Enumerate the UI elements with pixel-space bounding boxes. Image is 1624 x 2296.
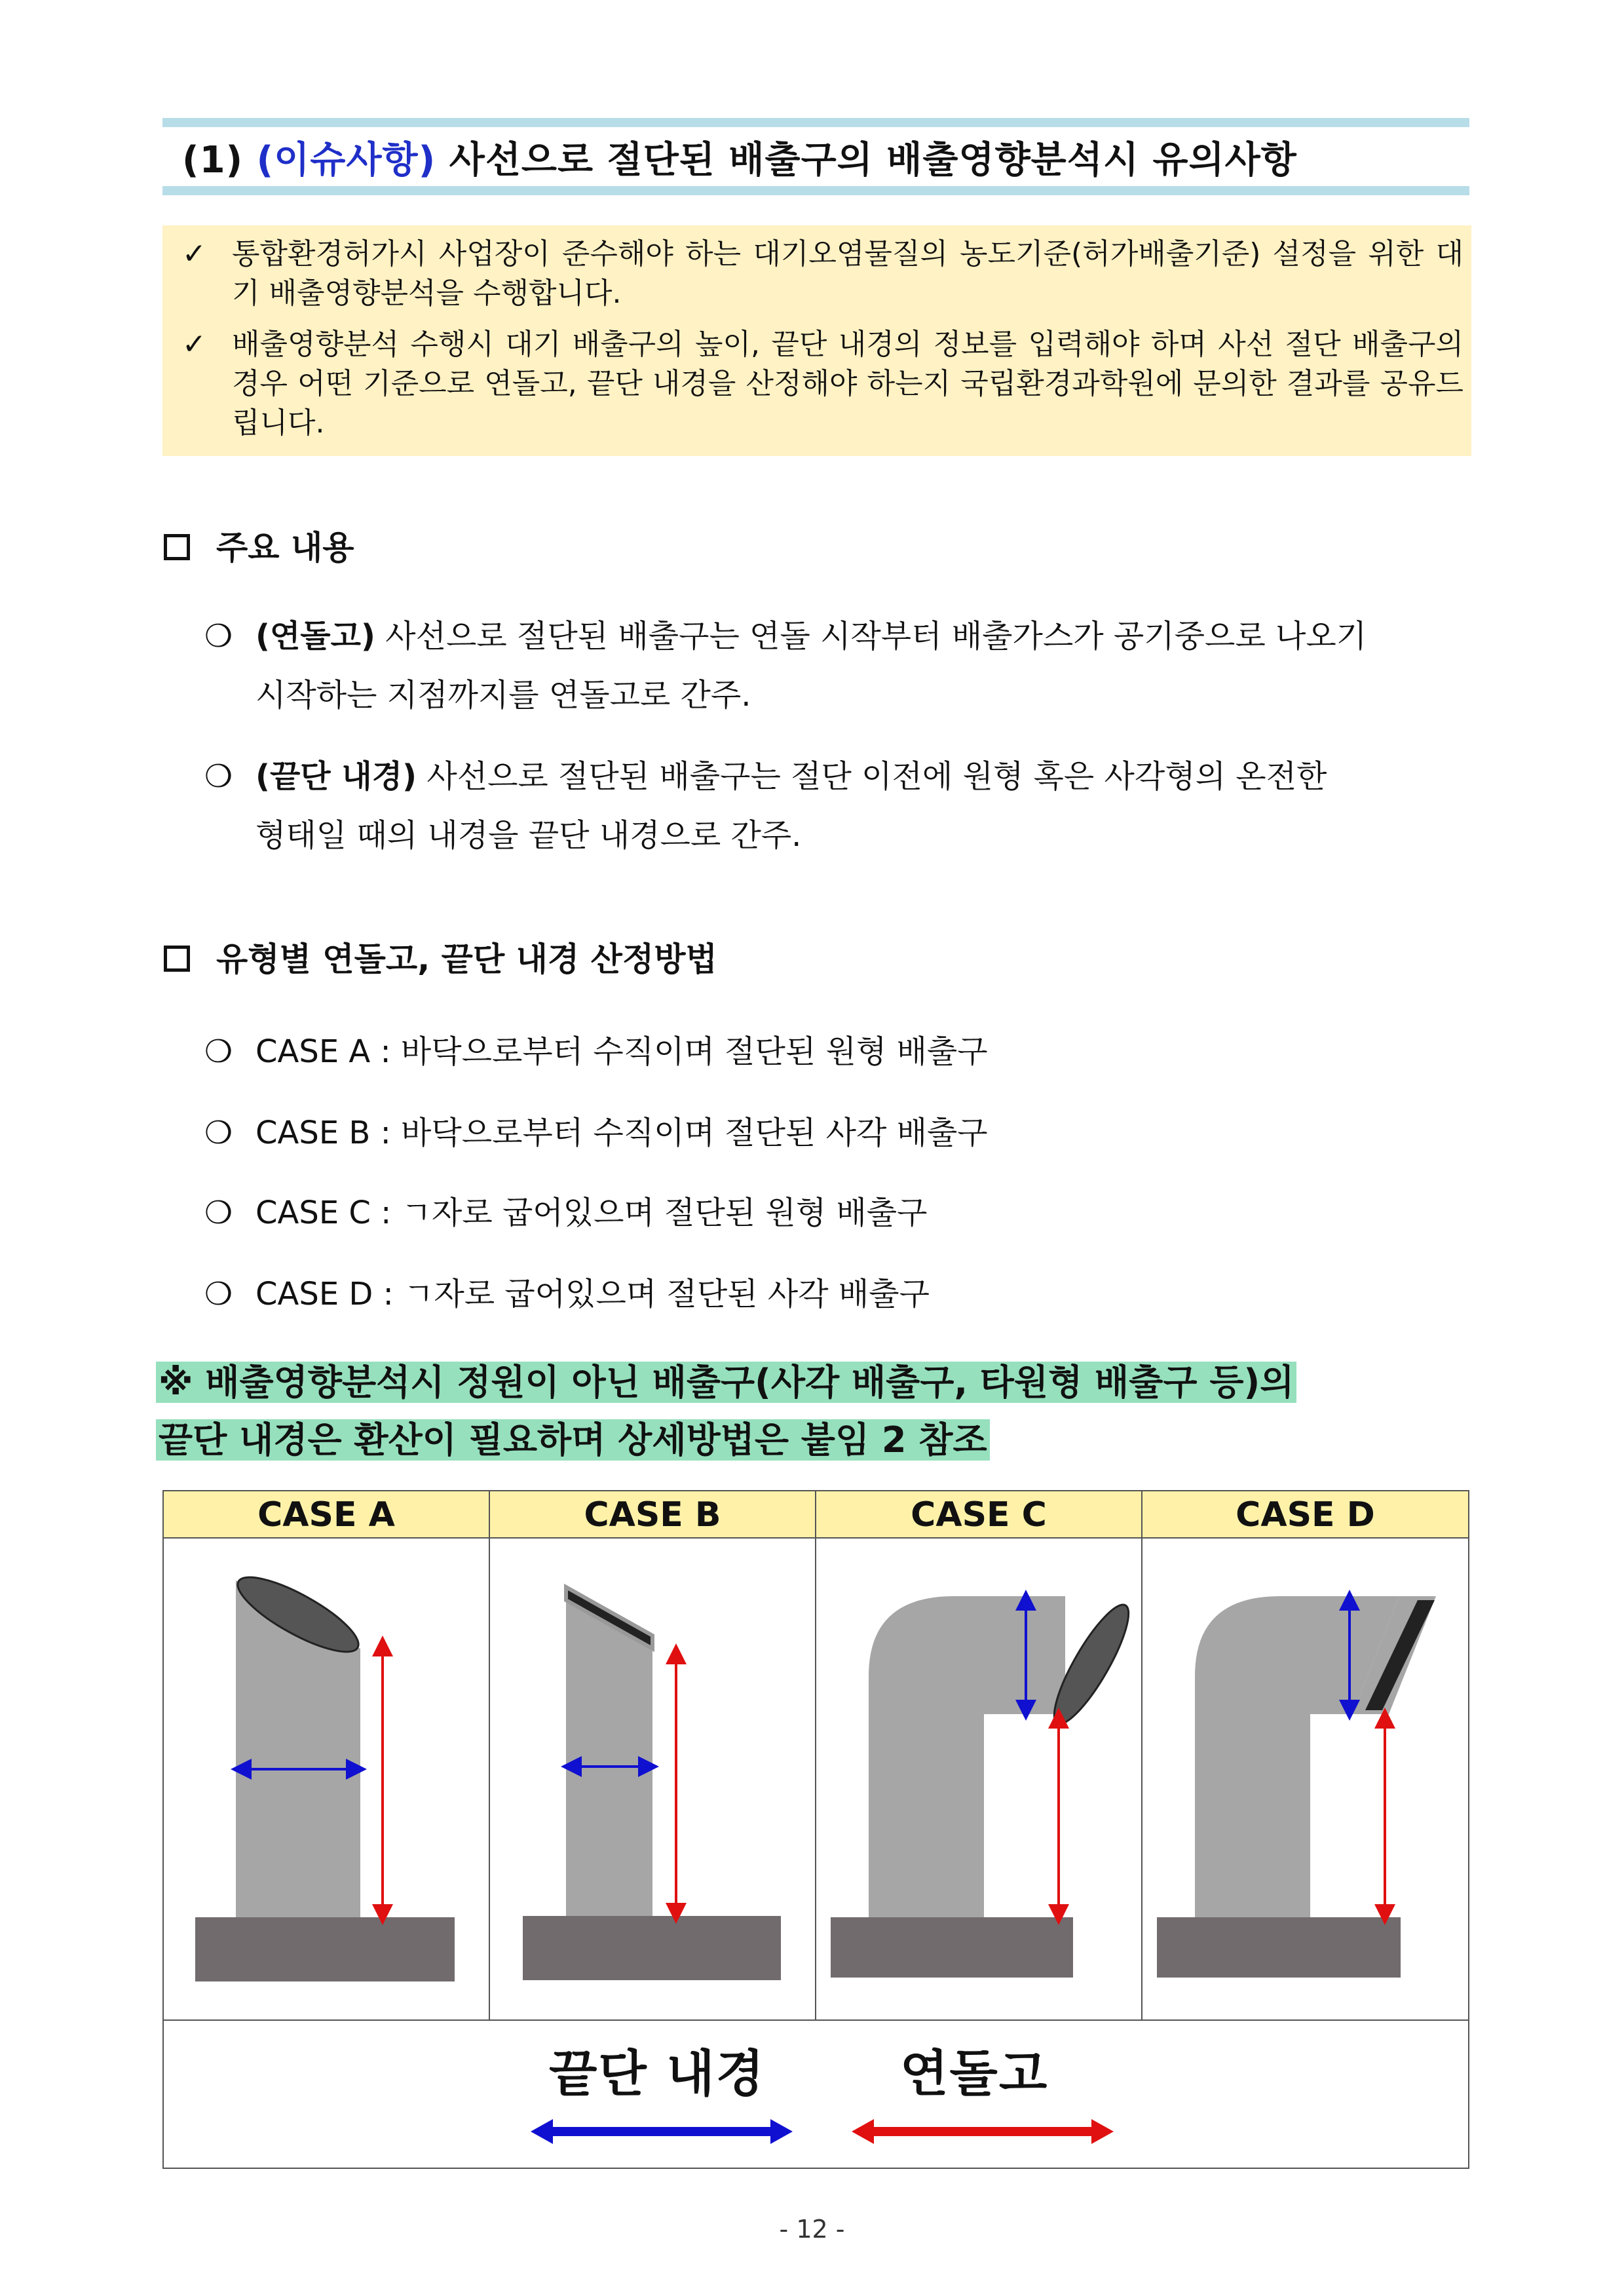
case-text: CASE C : ㄱ자로 굽어있으며 절단된 원형 배출구 xyxy=(255,1195,928,1231)
blue-double-arrow-icon xyxy=(531,2115,793,2148)
title-number: (1) xyxy=(182,139,244,182)
header-case-b: CASE B xyxy=(490,1491,816,1539)
case-text: CASE B : 바닥으로부터 수직이며 절단된 사각 배출구 xyxy=(255,1115,988,1151)
case-item xyxy=(204,1107,988,1153)
page-title xyxy=(182,131,1297,183)
bent-round-stack xyxy=(869,1596,1065,1917)
note-line: ※ 배출영향분석시 정원이 아닌 배출구(사각 배출구, 타원형 배출구 등)의 xyxy=(156,1362,1296,1403)
item-term: (끝단 내경) xyxy=(255,758,417,795)
circle-bullet-icon: ❍ xyxy=(204,1276,233,1312)
case-item xyxy=(204,1026,988,1071)
section-heading xyxy=(164,933,717,980)
circle-bullet-icon: ❍ xyxy=(204,758,233,795)
item-text-continued: 형태일 때의 내경을 끝단 내경으로 간주. xyxy=(255,817,802,854)
title-bar-top xyxy=(162,118,1469,127)
circle-bullet-icon: ❍ xyxy=(204,1115,233,1151)
case-item xyxy=(204,1269,930,1314)
list-item xyxy=(204,607,1475,725)
circle-bullet-icon: ❍ xyxy=(204,1195,233,1231)
legend-diameter-label: 끝단 내경 xyxy=(549,2044,766,2103)
header-case-d: CASE D xyxy=(1142,1491,1468,1539)
section-heading-text: 유형별 연돌고, 끝단 내경 산정방법 xyxy=(216,940,717,978)
title-bar-bottom xyxy=(162,186,1469,195)
item-text: 사선으로 절단된 배출구는 연돌 시작부터 배출가스가 공기중으로 나오기 xyxy=(385,618,1367,655)
intro-box xyxy=(162,225,1471,456)
legend-height-label: 연돌고 xyxy=(900,2044,1049,2103)
circle-bullet-icon: ❍ xyxy=(204,618,233,655)
case-diagram-table xyxy=(162,1490,1469,2169)
item-term: (연돌고) xyxy=(255,618,375,655)
intro-text: 통합환경허가시 사업장이 준수해야 하는 대기오염물질의 농도기준(허가배출기준) 설정을 위한 대기 배출영향분석을 수행합니다. xyxy=(232,237,1463,310)
diagram-legend xyxy=(164,2021,1468,2168)
diagram-case-c xyxy=(816,1539,1142,2021)
ground-base xyxy=(1157,1917,1401,1978)
checkbox-square-icon xyxy=(164,946,190,972)
title-tag: (이슈사항) xyxy=(256,139,436,182)
header-case-c: CASE C xyxy=(816,1491,1142,1539)
ground-base xyxy=(195,1917,455,1981)
checkmark-icon: ✓ xyxy=(182,237,206,271)
title-text: 사선으로 절단된 배출구의 배출영향분석시 유의사항 xyxy=(449,139,1297,182)
bent-square-stack xyxy=(1195,1596,1399,1917)
case-item xyxy=(204,1187,928,1233)
page-number: - 12 - xyxy=(779,2215,845,2244)
case-text: CASE A : 바닥으로부터 수직이며 절단된 원형 배출구 xyxy=(255,1033,988,1070)
item-text: 사선으로 절단된 배출구는 절단 이전에 원형 혹은 사각형의 온전한 xyxy=(426,758,1327,795)
list-item xyxy=(204,747,1475,865)
circle-bullet-icon: ❍ xyxy=(204,1033,233,1070)
reference-note xyxy=(156,1354,1296,1469)
intro-text: 배출영향분석 수행시 대기 배출구의 높이, 끝단 내경의 정보를 입력해야 하며 사선 절단 배출구의 경우 어떤 기준으로 연돌고, 끝단 내경을 산정해야 하는지 국립환경과학원에 문의한 결과를 공유드립니다. xyxy=(232,328,1463,440)
case-text: CASE D : ㄱ자로 굽어있으며 절단된 사각 배출구 xyxy=(255,1276,930,1312)
item-text-continued: 시작하는 지점까지를 연돌고로 간주. xyxy=(255,677,751,714)
checkmark-icon: ✓ xyxy=(182,328,206,361)
section-heading-text: 주요 내용 xyxy=(216,529,354,567)
diagram-case-b xyxy=(490,1539,816,2021)
red-double-arrow-icon xyxy=(852,2115,1114,2148)
ground-base xyxy=(831,1917,1073,1978)
checkbox-square-icon xyxy=(164,534,190,560)
ground-base xyxy=(523,1916,781,1980)
diagram-case-a xyxy=(164,1539,490,2021)
diagram-case-d xyxy=(1142,1539,1468,2021)
note-line: 끝단 내경은 환산이 필요하며 상세방법은 붙임 2 참조 xyxy=(156,1419,990,1461)
header-case-a: CASE A xyxy=(164,1491,490,1539)
section-heading xyxy=(164,522,354,569)
